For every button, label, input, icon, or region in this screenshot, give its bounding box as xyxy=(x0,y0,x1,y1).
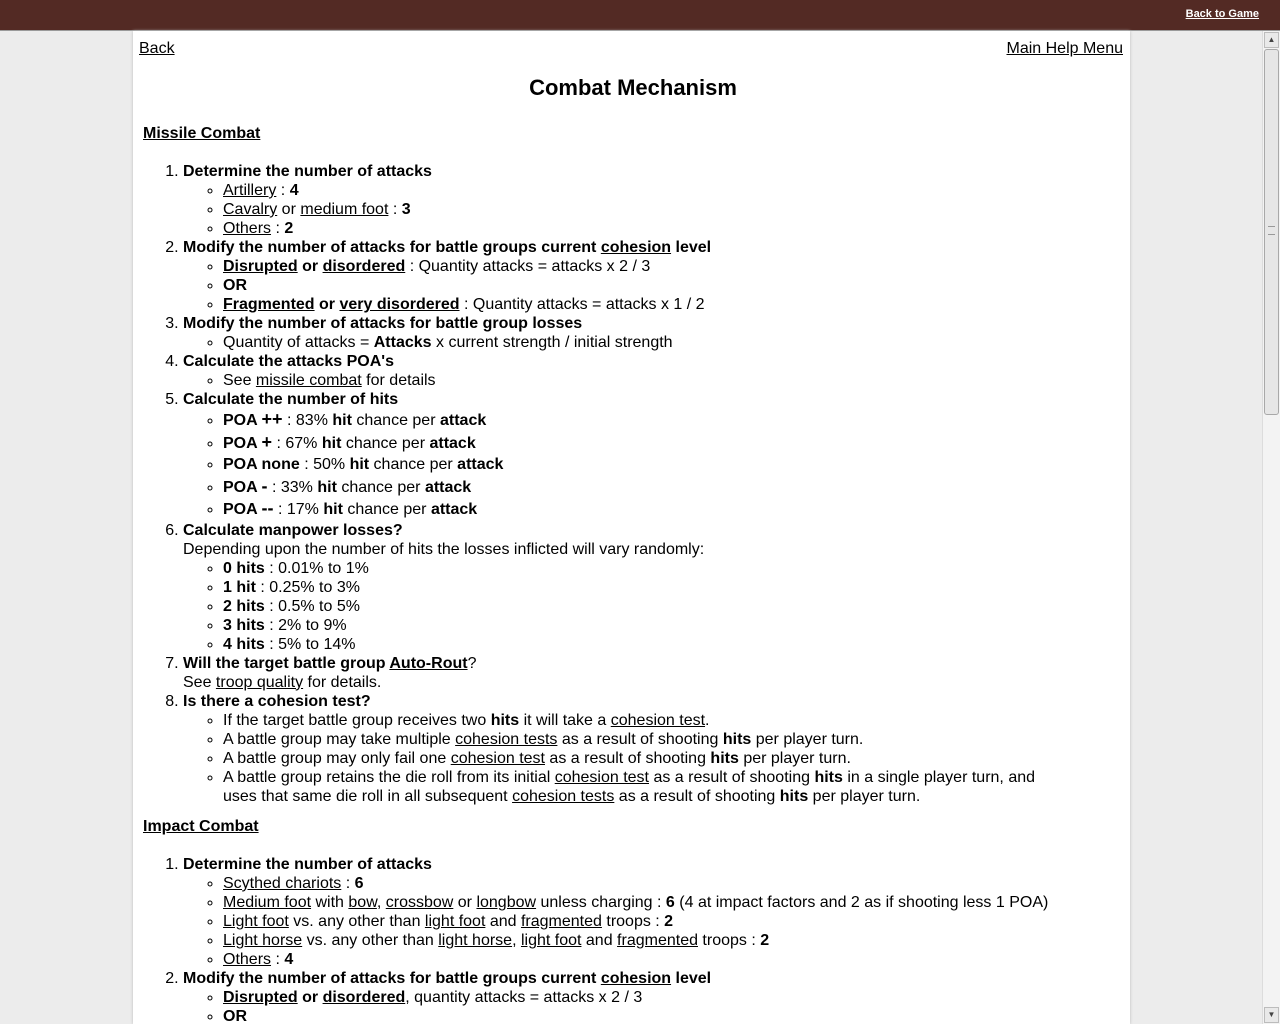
value: 2 xyxy=(284,220,294,237)
troop-quality-link[interactable]: troop quality xyxy=(215,673,304,691)
list-item xyxy=(183,162,1045,238)
top-bar xyxy=(0,0,1280,30)
cohesion-test-link[interactable]: cohesion test xyxy=(450,749,545,767)
cohesion-test-link[interactable]: cohesion test xyxy=(554,768,649,786)
cohesion-tests-link[interactable]: cohesion tests xyxy=(455,730,558,748)
light-horse-link[interactable]: light horse xyxy=(438,932,513,949)
list-item xyxy=(183,352,1045,390)
list-item: ◦ If the target battle group receives two hits it will take a cohesion test. xyxy=(223,711,1045,730)
scythed-chariots-link[interactable]: Scythed chariots xyxy=(223,875,342,892)
very-disordered-link[interactable]: very disordered xyxy=(339,296,460,313)
list-item: ◦ A battle group may take multiple cohesion tests as a result of shooting hits per player turn. xyxy=(223,730,1045,749)
scroll-down-arrow-icon[interactable]: ▼ xyxy=(1264,1007,1279,1023)
cavalry-link[interactable]: Cavalry xyxy=(223,201,278,218)
vertical-scrollbar[interactable] xyxy=(1262,31,1280,1024)
list-item: ◦ A battle group retains the die roll from its initial cohesion test as a result of shooting hits in a single player turn, and uses that same die roll in all subsequent cohesion tests as a result of shooting hits per player turn. xyxy=(223,768,1045,806)
scrollbar-thumb[interactable] xyxy=(1264,49,1279,415)
longbow-link[interactable]: longbow xyxy=(476,894,537,911)
impact-combat-heading: Impact Combat xyxy=(143,818,259,835)
light-foot-link[interactable]: light foot xyxy=(424,913,486,930)
list-item: ◦ Quantity of attacks = Attacks x current strength / initial strength xyxy=(223,333,1045,352)
missile-steps xyxy=(143,162,1045,806)
list-item: ◦ 4 hits : 5% to 14% xyxy=(223,635,1045,654)
list-item: ◦ POA - : 33% hit chance per attack xyxy=(223,476,1045,499)
step-title: Modify the number of attacks for battle groups current cohesion level xyxy=(183,970,712,987)
list-item: ◦ Disrupted or disordered : Quantity attacks = attacks x 2 / 3 xyxy=(223,257,1045,276)
cohesion-test-link[interactable]: cohesion test xyxy=(610,711,706,729)
list-item: ◦ 1 hit : 0.25% to 3% xyxy=(223,578,1045,597)
crossbow-link[interactable]: crossbow xyxy=(385,894,454,911)
list-item: ◦ POA -- : 17% hit chance per attack xyxy=(223,498,1045,521)
missile-combat-section xyxy=(143,124,1045,806)
value: 3 xyxy=(401,201,411,218)
text: : Quantity attacks = attacks x 2 / 3 xyxy=(405,258,651,275)
disrupted-link[interactable]: Disrupted xyxy=(223,989,298,1006)
value: 4 xyxy=(289,182,299,199)
text: : Quantity attacks = attacks x 1 / 2 xyxy=(459,296,705,313)
list-item: ◦ POA none : 50% hit chance per attack xyxy=(223,454,1045,476)
light-foot-link[interactable]: light foot xyxy=(520,932,582,949)
medium-foot-link[interactable]: Medium foot xyxy=(223,894,312,911)
step-title: Determine the number of attacks xyxy=(183,163,432,180)
list-item: ◦ A battle group may only fail one cohesion test as a result of shooting hits per player turn. xyxy=(223,749,1045,768)
list-item xyxy=(183,521,1045,654)
list-item: ◦ Fragmented or very disordered : Quantity attacks = attacks x 1 / 2 xyxy=(223,295,1045,314)
list-item: ◦ 3 hits : 2% to 9% xyxy=(223,616,1045,635)
impact-steps xyxy=(143,855,1048,1024)
list-item: ◦ 2 hits : 0.5% to 5% xyxy=(223,597,1045,616)
list-item: ◦ Disrupted or disordered, quantity attacks = attacks x 2 / 3 xyxy=(223,988,1048,1007)
fragmented-link[interactable]: Fragmented xyxy=(223,296,315,313)
cohesion-link[interactable]: cohesion xyxy=(600,970,672,987)
list-item: ◦ Medium foot with bow, crossbow or longbow unless charging : 6 (4 at impact factors and 2 as if shooting less 1 POA) xyxy=(223,893,1048,912)
page-title: Combat Mechanism xyxy=(529,75,737,100)
list-item: ◦ Others : 2 xyxy=(223,219,1045,238)
help-content xyxy=(133,31,1130,1024)
text: or xyxy=(277,201,301,218)
list-item xyxy=(183,314,1045,352)
list-item: ◦ POA ++ : 83% hit chance per attack xyxy=(223,409,1045,432)
impact-combat-section xyxy=(143,817,1048,1024)
medium-foot-link[interactable]: medium foot xyxy=(300,201,389,218)
step-title: Calculate the attacks POA's xyxy=(183,353,394,370)
light-horse-link[interactable]: Light horse xyxy=(223,932,303,949)
list-item: ◦ OR xyxy=(223,1007,1048,1024)
step-title: Calculate the number of hits xyxy=(183,391,399,408)
step-title: Is there a cohesion test? xyxy=(183,692,371,710)
list-item xyxy=(183,390,1045,521)
list-item: ◦ OR xyxy=(223,276,1045,295)
list-item: ◦ Cavalry or medium foot : 3 xyxy=(223,200,1045,219)
list-item: ◦ See missile combat for details xyxy=(223,371,1045,390)
artillery-link[interactable]: Artillery xyxy=(223,182,277,199)
step-title: Will the target battle group Auto-Rout xyxy=(183,654,468,672)
list-item: ◦ POA + : 67% hit chance per attack xyxy=(223,432,1045,455)
list-item: ◦ Light horse vs. any other than light horse, light foot and fragmented troops : 2 xyxy=(223,931,1048,950)
step-title: Calculate manpower losses? xyxy=(183,521,403,539)
light-foot-link[interactable]: Light foot xyxy=(223,913,289,930)
text: Depending upon the number of hits the losses inflicted will vary randomly: xyxy=(183,540,705,558)
list-item: ◦ Light foot vs. any other than light foot and fragmented troops : 2 xyxy=(223,912,1048,931)
list-item: ◦ Artillery : 4 xyxy=(223,181,1045,200)
step-title: Modify the number of attacks for battle groups current cohesion level xyxy=(183,239,712,256)
disordered-link[interactable]: disordered xyxy=(322,989,406,1006)
list-item: ◦ 0 hits : 0.01% to 1% xyxy=(223,559,1045,578)
step-title: Modify the number of attacks for battle group losses xyxy=(183,315,583,332)
disrupted-link[interactable]: Disrupted xyxy=(223,258,298,275)
auto-rout-link[interactable]: Auto-Rout xyxy=(389,654,468,672)
list-item: ◦ Others : 4 xyxy=(223,950,1048,969)
missile-combat-link[interactable]: missile combat xyxy=(255,372,362,389)
cohesion-link[interactable]: cohesion xyxy=(600,239,672,256)
back-to-game-link[interactable]: Back to Game xyxy=(1185,8,1259,20)
list-item: ◦ Scythed chariots : 6 xyxy=(223,874,1048,893)
grip-icon xyxy=(1268,226,1275,235)
list-item: 7. Will the target battle group Auto-Rout? See troop quality for details. xyxy=(183,654,1045,692)
list-item xyxy=(183,692,1045,806)
others-link[interactable]: Others xyxy=(223,951,272,968)
list-item xyxy=(183,238,1045,314)
back-link[interactable]: Back xyxy=(139,40,175,57)
fragmented-link[interactable]: fragmented xyxy=(617,932,698,949)
fragmented-link[interactable]: fragmented xyxy=(520,913,602,930)
list-item xyxy=(183,969,1048,1024)
main-help-menu-link[interactable]: Main Help Menu xyxy=(1006,40,1123,57)
others-link[interactable]: Others xyxy=(223,220,272,237)
cohesion-tests-link[interactable]: cohesion tests xyxy=(512,787,615,805)
scroll-up-arrow-icon[interactable]: ▲ xyxy=(1264,32,1279,48)
missile-combat-heading: Missile Combat xyxy=(143,125,261,142)
list-item xyxy=(183,855,1048,969)
disordered-link[interactable]: disordered xyxy=(322,258,406,275)
bow-link[interactable]: bow xyxy=(348,894,377,911)
step-title: Determine the number of attacks xyxy=(183,856,432,873)
